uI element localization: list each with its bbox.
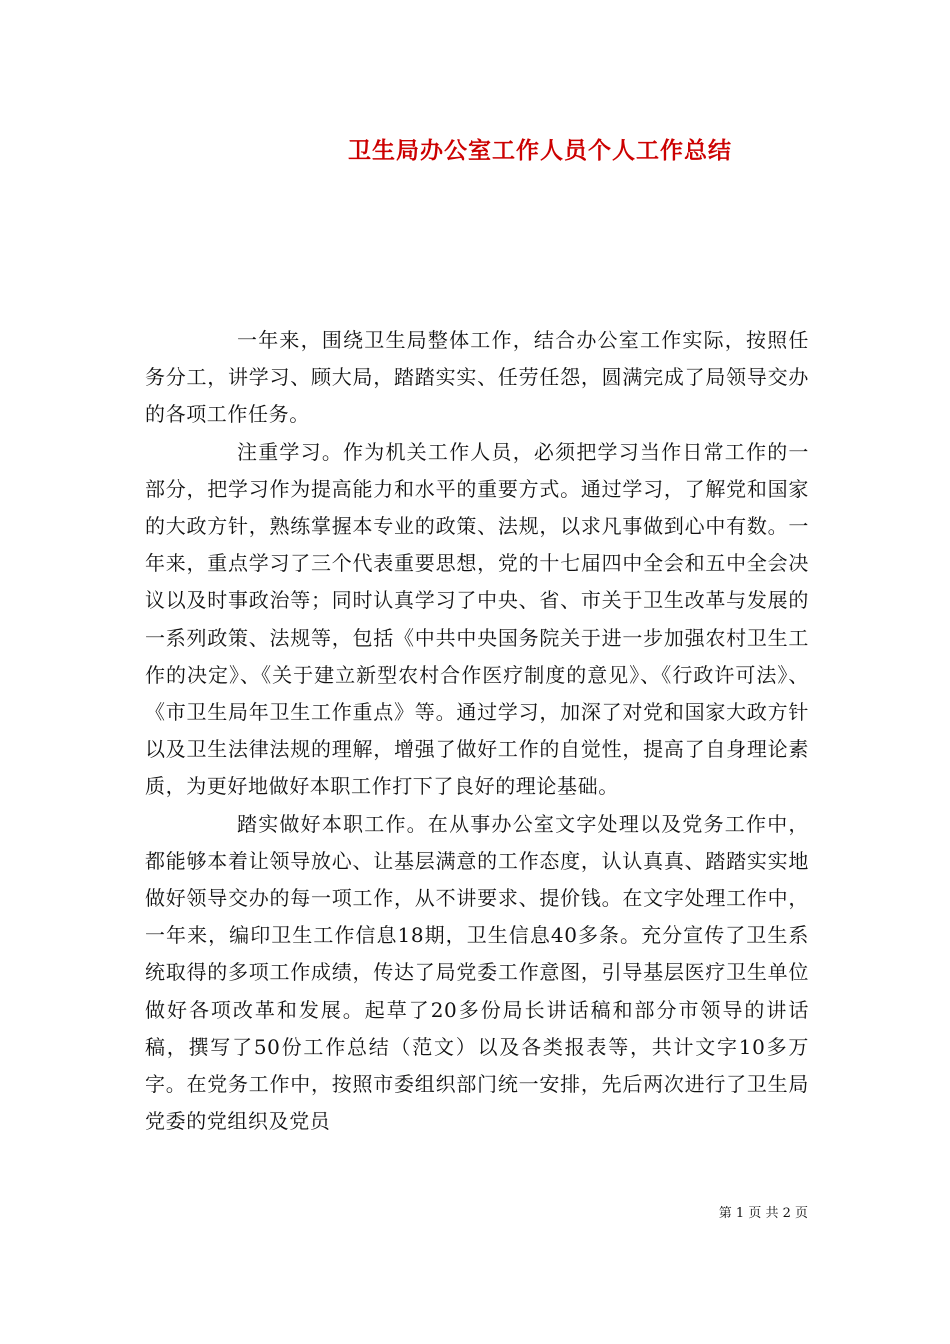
page-number: 第 1 页 共 2 页	[718, 1206, 808, 1221]
document-title: 卫生局办公室工作人员个人工作总结	[348, 137, 732, 164]
document-body	[145, 322, 809, 1140]
paragraph-intro: 一年来，围绕卫生局整体工作，结合办公室工作实际，按照任务分工，讲学习、顾大局，踏踏实实、任劳任怨，圆满完成了局领导交办的各项工作任务。	[145, 328, 809, 427]
paragraph-duties: 踏实做好本职工作。在从事办公室文字处理以及党务工作中，都能够本着让领导放心、让基层满意的工作态度，认认真真、踏踏实实地做好领导交办的每一项工作，从不讲要求、提价钱。在文字处理工作中，一年来，编印卫生工作信息18期，卫生信息40多条。充分宣传了卫生系统取得的多项工作成绩，传达了局党委工作意图，引导基层医疗卫生单位做好各项改革和发展。起草了20多份局长讲话稿和部分市领导的讲话稿，撰写了50份工作总结（范文）以及各类报表等，共计文字10多万字。在党务工作中，按照市委组织部门统一安排，先后两次进行了卫生局党委的党组织及党员	[145, 811, 809, 1134]
paragraph-study: 注重学习。作为机关工作人员，必须把学习当作日常工作的一部分，把学习作为提高能力和水平的重要方式。通过学习，了解党和国家的大政方针，熟练掌握本专业的政策、法规，以求凡事做到心中有数。一年来，重点学习了三个代表重要思想，党的十七届四中全会和五中全会决议以及时事政治等；同时认真学习了中央、省、市关于卫生改革与发展的一系列政策、法规等，包括《中共中央国务院关于进一步加强农村卫生工作的决定》、《关于建立新型农村合作医疗制度的意见》、《行政许可法》、《市卫生局年卫生工作重点》等。通过学习，加深了对党和国家大政方针以及卫生法律法规的理解，增强了做好工作的自觉性，提高了自身理论素质，为更好地做好本职工作打下了良好的理论基础。	[145, 439, 809, 799]
